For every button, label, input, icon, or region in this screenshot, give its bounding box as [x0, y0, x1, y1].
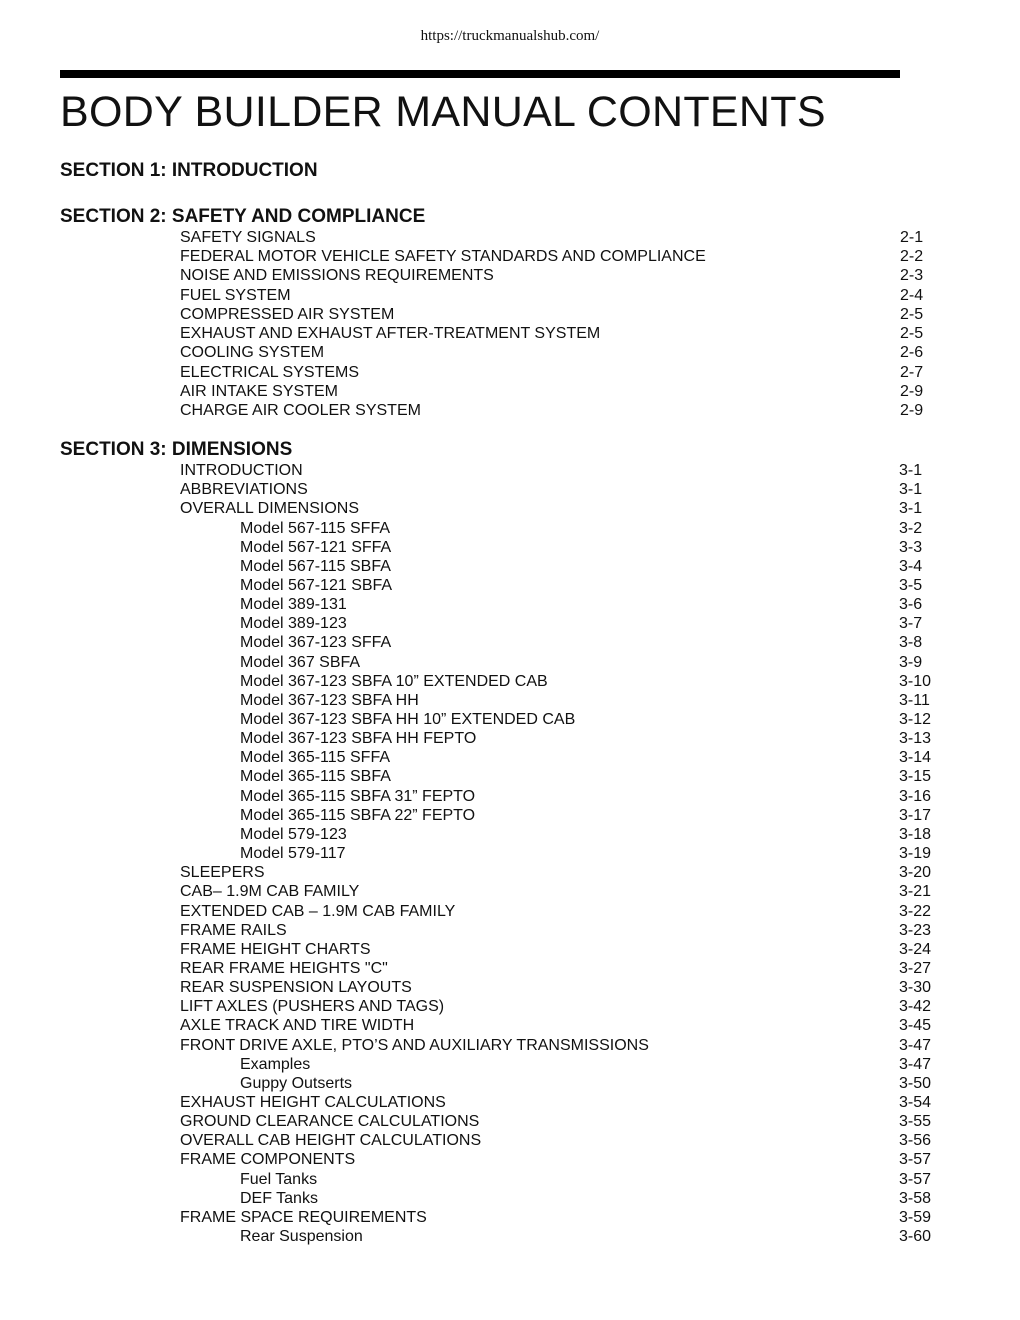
toc-entry-page: 2-7: [900, 363, 924, 381]
toc-entry: [0, 882, 1020, 901]
toc-entry-page: 3-9: [899, 653, 923, 671]
toc-entry-title: Model 365-115 SBFA 31” FEPTO: [240, 787, 476, 805]
toc-entry: [0, 519, 1020, 538]
page-title: BODY BUILDER MANUAL CONTENTS: [60, 88, 826, 136]
toc-entry: [0, 940, 1020, 959]
toc-entry-title: Model 365-115 SBFA 22” FEPTO: [240, 806, 476, 824]
toc-entry-page: 3-5: [899, 576, 923, 594]
toc-entry-title: SAFETY SIGNALS: [180, 229, 316, 246]
toc-entry: [0, 825, 1020, 844]
toc-entry-page: 3-57: [899, 1151, 932, 1169]
toc-entry-page: 3-56: [899, 1132, 932, 1150]
toc-entry-page: 3-42: [899, 998, 932, 1016]
toc-entry: [0, 748, 1020, 767]
toc-entry-title: NOISE AND EMISSIONS REQUIREMENTS: [180, 267, 494, 285]
toc-entry-page: 2-3: [900, 267, 924, 285]
toc-entry-page: 3-23: [899, 921, 932, 939]
toc-entry-page: 3-8: [899, 634, 923, 652]
toc-entry-title: SLEEPERS: [180, 864, 265, 882]
section-heading: SECTION 2: SAFETY AND COMPLIANCE: [60, 206, 426, 227]
toc-entry: [0, 1208, 1020, 1227]
toc-entry-title: EXTENDED CAB – 1.9M CAB FAMILY: [180, 902, 456, 920]
toc-entry: [0, 1131, 1020, 1150]
toc-entry-page: 3-7: [899, 615, 923, 633]
toc-entry: [0, 959, 1020, 978]
toc-entry-page: 3-20: [899, 864, 932, 882]
toc-entry: [0, 863, 1020, 882]
toc-entry-title: FEDERAL MOTOR VEHICLE SAFETY STANDARDS AND COMPLIANCE: [180, 248, 706, 266]
toc-entry-page: 3-16: [899, 787, 932, 805]
toc-entry-page: 2-9: [900, 402, 924, 419]
toc-entry: [0, 806, 1020, 825]
toc-entry-title: Model 367 SBFA: [240, 653, 361, 671]
toc-entry-page: 3-55: [899, 1113, 932, 1131]
toc-entry-title: Model 389-123: [240, 615, 347, 633]
toc-entry-title: REAR FRAME HEIGHTS "C": [180, 959, 388, 977]
toc-entry: [0, 614, 1020, 633]
toc-entry-page: 3-30: [899, 979, 932, 996]
toc-entry-page: 3-17: [899, 806, 932, 824]
toc-entry-title: Model 567-121 SBFA: [240, 576, 393, 594]
toc-entry: [0, 1170, 1020, 1189]
toc-entry-title: FRAME RAILS: [180, 921, 287, 939]
toc-entry-page: 2-2: [900, 248, 924, 266]
toc-entry-page: 3-6: [899, 596, 923, 613]
toc-entry-page: 3-18: [899, 825, 932, 843]
toc-entry-title: Model 367-123 SBFA HH FEPTO: [240, 730, 477, 748]
toc-entry-page: 3-54: [899, 1093, 932, 1111]
toc-entry: [0, 844, 1020, 863]
toc-entry: [0, 1189, 1020, 1208]
toc-entry-title: GROUND CLEARANCE CALCULATIONS: [180, 1113, 480, 1131]
source-url: https://truckmanualshub.com/: [420, 28, 600, 44]
toc-entry-title: FRAME HEIGHT CHARTS: [180, 940, 371, 958]
toc-entry-page: 3-27: [899, 959, 932, 977]
toc-entry-title: Examples: [240, 1055, 311, 1073]
toc-entry-page: 3-14: [899, 749, 932, 767]
toc-entry-title: Model 367-123 SBFA HH 10” EXTENDED CAB: [240, 711, 576, 728]
toc-entry: [0, 1150, 1020, 1169]
toc-entry-title: ABBREVIATIONS: [180, 481, 308, 499]
toc-entry: [0, 902, 1020, 921]
toc-entry-title: LIFT AXLES (PUSHERS AND TAGS): [180, 998, 445, 1016]
toc-entry-title: CHARGE AIR COOLER SYSTEM: [180, 402, 421, 419]
toc-entry-title: Rear Suspension: [240, 1228, 363, 1245]
toc-entry: [0, 363, 1020, 382]
toc-entry-page: 3-24: [899, 940, 932, 958]
toc-entry-title: EXHAUST AND EXHAUST AFTER-TREATMENT SYSTEM: [180, 325, 601, 343]
toc-entry: [0, 997, 1020, 1016]
toc-entry-page: 2-9: [900, 382, 924, 400]
toc-entry-page: 3-11: [899, 691, 930, 709]
toc-entry-page: 3-12: [899, 711, 932, 728]
toc-entry-title: ELECTRICAL SYSTEMS: [180, 363, 360, 381]
toc-entry: [0, 1227, 1020, 1246]
toc-entry-title: Model 367-123 SBFA 10” EXTENDED CAB: [240, 672, 548, 690]
toc-entry: [0, 1036, 1020, 1055]
toc-entry-title: FRONT DRIVE AXLE, PTO’S AND AUXILIARY TRANSMISSIONS: [180, 1036, 649, 1054]
toc-entry: [0, 324, 1020, 343]
toc-entry-title: FRAME SPACE REQUIREMENTS: [180, 1208, 427, 1226]
toc-entry: [0, 305, 1020, 324]
toc-entry: [0, 1093, 1020, 1112]
toc-entry: [0, 978, 1020, 997]
toc-entry: [0, 729, 1020, 748]
toc-entry-page: 2-1: [900, 229, 924, 246]
toc-entry-title: AIR INTAKE SYSTEM: [180, 382, 338, 400]
toc-entry: [0, 767, 1020, 786]
toc-entry-page: 3-47: [899, 1055, 932, 1073]
toc-entry-page: 3-60: [899, 1228, 932, 1245]
toc-entry-page: 3-4: [899, 557, 923, 575]
toc-entry: [0, 401, 1020, 420]
section-heading: SECTION 1: INTRODUCTION: [60, 160, 318, 181]
toc-entry: [0, 921, 1020, 940]
toc-entry: [0, 499, 1020, 518]
toc-entry-page: 3-1: [899, 481, 923, 499]
toc-entry: [0, 228, 1020, 247]
toc-entry: [0, 1055, 1020, 1074]
toc-entry-title: Model 365-115 SFFA: [240, 749, 391, 767]
toc-entry-title: Fuel Tanks: [240, 1170, 318, 1188]
toc-entry-page: 3-3: [899, 538, 923, 556]
toc-entry-title: Model 579-123: [240, 825, 347, 843]
toc-entry-title: FUEL SYSTEM: [180, 286, 291, 304]
toc-entry-page: 3-15: [899, 768, 932, 786]
toc-entry-page: 3-59: [899, 1208, 932, 1226]
toc-entry: [0, 710, 1020, 729]
toc-entry-title: AXLE TRACK AND TIRE WIDTH: [180, 1017, 415, 1035]
toc-entry: [0, 1016, 1020, 1035]
section-heading: SECTION 3: DIMENSIONS: [60, 439, 293, 460]
toc-entry: [0, 653, 1020, 672]
toc-entry-title: Model 389-131: [240, 596, 347, 613]
toc-entry-title: CAB– 1.9M CAB FAMILY: [180, 883, 360, 901]
toc-entry-title: COMPRESSED AIR SYSTEM: [180, 305, 395, 323]
toc-entry: [0, 286, 1020, 305]
toc-entry-page: 2-4: [900, 286, 924, 304]
toc-entry-title: REAR SUSPENSION LAYOUTS: [180, 979, 412, 996]
toc-entry-title: Model 567-115 SBFA: [240, 557, 391, 575]
toc-entry-page: 3-47: [899, 1036, 932, 1054]
toc-entry-page: 3-22: [899, 902, 932, 920]
toc-entry: [0, 595, 1020, 614]
toc-entry-page: 3-2: [899, 519, 923, 537]
toc-entry-title: Model 365-115 SBFA: [240, 768, 391, 786]
toc-entry: [0, 343, 1020, 362]
toc-entry-page: 2-5: [900, 305, 924, 323]
toc-entry: [0, 1112, 1020, 1131]
toc-entry-title: Model 367-123 SFFA: [240, 634, 392, 652]
toc-entry-title: DEF Tanks: [240, 1189, 318, 1207]
toc-entry: [0, 633, 1020, 652]
toc-entry: [0, 480, 1020, 499]
toc-entry-title: Model 567-121 SFFA: [240, 538, 392, 556]
toc-entry: [0, 382, 1020, 401]
toc-entry: [0, 672, 1020, 691]
toc-entry: [0, 461, 1020, 480]
toc-entry: [0, 266, 1020, 285]
toc-entry: [0, 538, 1020, 557]
toc-entry-title: Guppy Outserts: [240, 1074, 353, 1092]
toc-entry-page: 3-13: [899, 730, 932, 748]
header-rule: [60, 70, 900, 78]
toc-entry-title: INTRODUCTION: [180, 462, 303, 479]
toc-entry-title: Model 579-117: [240, 845, 346, 862]
toc-entry: [0, 576, 1020, 595]
toc-entry-page: 3-10: [899, 672, 932, 690]
toc-entry-title: Model 367-123 SBFA HH: [240, 691, 419, 709]
toc-entry-title: EXHAUST HEIGHT CALCULATIONS: [180, 1093, 446, 1111]
toc-entry: [0, 691, 1020, 710]
toc-entry-page: 3-45: [899, 1017, 932, 1035]
toc-entry-title: OVERALL DIMENSIONS: [180, 500, 360, 518]
toc-entry-page: 3-21: [899, 883, 932, 901]
toc-entry-page: 2-5: [900, 325, 924, 343]
toc-entry-title: FRAME COMPONENTS: [180, 1151, 356, 1169]
toc-entry-title: COOLING SYSTEM: [180, 344, 325, 362]
toc-entry: [0, 1074, 1020, 1093]
toc-entry-page: 3-19: [899, 845, 932, 862]
toc-entry-page: 3-58: [899, 1189, 932, 1207]
toc-entry-title: Model 567-115 SFFA: [240, 519, 391, 537]
toc-entry-title: OVERALL CAB HEIGHT CALCULATIONS: [180, 1132, 482, 1150]
toc-entry-page: 3-50: [899, 1074, 932, 1092]
toc-entry-page: 3-1: [899, 462, 923, 479]
toc-entry: [0, 247, 1020, 266]
toc-entry: [0, 557, 1020, 576]
toc-entry: [0, 787, 1020, 806]
toc-entry-page: 2-6: [900, 344, 924, 362]
toc-entry-page: 3-1: [899, 500, 923, 518]
toc-entry-page: 3-57: [899, 1170, 932, 1188]
